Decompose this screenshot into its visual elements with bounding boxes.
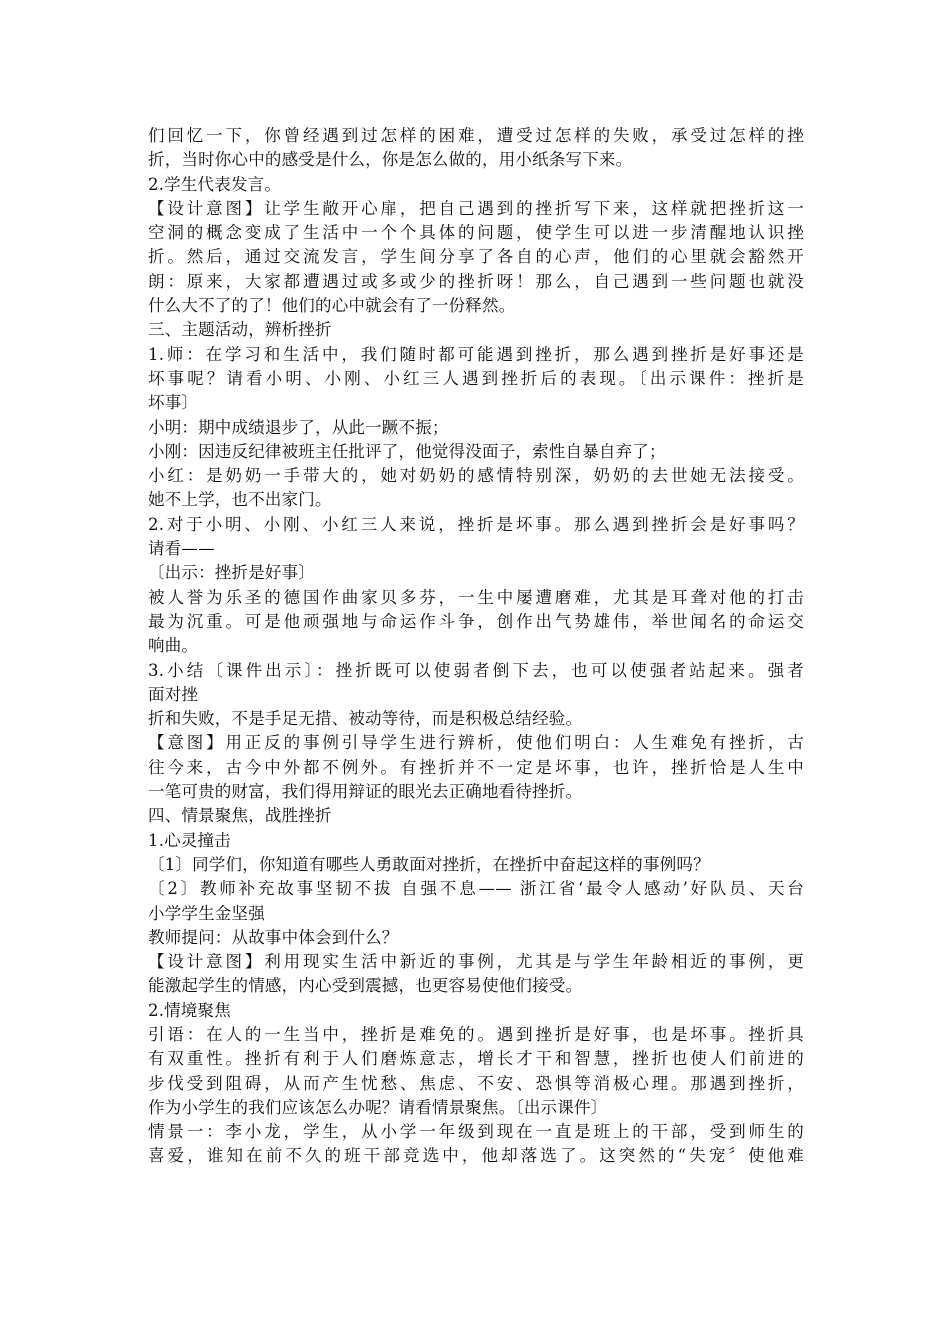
text-line: 小刚：因违反纪律被班主任批评了，他觉得没面子，索性自暴自弃了；	[148, 441, 666, 461]
text-line: 〔出示：挫折是好事〕	[148, 563, 315, 583]
text-line: 步伐受到阻碍，从而产生忧愁、焦虑、不安、恐惧等消极心理。那遇到挫折，	[148, 1073, 804, 1093]
text-line: 喜爱，谁知在前不久的班干部竞选中，他却落选了。这突然的“失宠〞使他难	[148, 1146, 804, 1166]
text-line: 朗：原来，大家都遭遇过或多或少的挫折呀！那么，自己遇到一些问题也就没	[148, 271, 804, 291]
text-line: 面对挫	[148, 684, 199, 704]
text-line: 坏事呢？请看小明、小刚、小红三人遇到挫折后的表现。〔出示课件：挫折是	[148, 368, 804, 388]
text-line: 情景一：李小龙，学生，从小学一年级到现在一直是班上的干部，受到师生的	[148, 1122, 804, 1142]
text-line: 小学学生金坚强	[148, 903, 265, 923]
text-line: 作为小学生的我们应该怎么办呢？请看情景聚焦。〔出示课件〕	[148, 1097, 608, 1117]
text-line: 们回忆一下，你曾经遇到过怎样的困难，遭受过怎样的失败，承受过怎样的挫	[148, 126, 804, 145]
text-line: 往今来，古今中外都不例外。有挫折并不一定是坏事，也许，挫折恰是人生中	[148, 757, 804, 777]
text-line: 2.学生代表发言。	[148, 174, 282, 194]
text-line: 2.情境聚焦	[148, 1000, 231, 1020]
text-line: 空洞的概念变成了生活中一个个具体的问题，使学生可以进一步清醒地认识挫	[148, 223, 804, 243]
text-line: 1.心灵撞击	[148, 830, 231, 850]
document-page	[148, 124, 804, 1169]
text-line: 请看——	[148, 539, 215, 559]
text-line: 1.师：在学习和生活中，我们随时都可能遇到挫折，那么遇到挫折是好事还是	[148, 344, 804, 364]
text-line: 什么大不了的了！他们的心中就会有了一份释然。	[148, 296, 516, 316]
text-line: 折，当时你心中的感受是什么，你是怎么做的，用小纸条写下来。	[148, 150, 633, 170]
text-line: 坏事〕	[148, 393, 199, 413]
text-line: 一笔可贵的财富，我们得用辩证的眼光去正确地看待挫折。	[148, 782, 583, 802]
text-line: 〔1〕同学们，你知道有哪些人勇敢面对挫折，在挫折中奋起这样的事例吗？	[148, 854, 710, 874]
text-line: 【设计意图】利用现实生活中新近的事例，尤其是与学生年龄相近的事例，更	[148, 952, 804, 972]
text-line: 【意图】用正反的事例引导学生进行辨析，使他们明白：人生难免有挫折，古	[148, 733, 804, 753]
text-line: 能激起学生的情感，内心受到震撼，也更容易使他们接受。	[148, 976, 583, 996]
text-line: 引语：在人的一生当中，挫折是难免的。遇到挫折是好事，也是坏事。挫折具	[148, 1024, 804, 1044]
text-line: 她不上学，也不出家门。	[148, 490, 332, 510]
text-line: 小红：是奶奶一手带大的，她对奶奶的感情特别深，奶奶的去世她无法接受。	[148, 466, 804, 486]
text-line: 【设计意图】让学生敞开心扉，把自己遇到的挫折写下来，这样就把挫折这一	[148, 198, 804, 218]
text-line: 小明：期中成绩退步了，从此一蹶不振；	[148, 417, 449, 437]
text-line: 最为沉重。可是他顽强地与命运作斗争，创作出气势雄伟，举世闻名的命运交	[148, 611, 804, 631]
text-line: 四、情景聚焦，战胜挫折	[148, 806, 332, 826]
text-line: 响曲。	[148, 636, 199, 656]
text-line: 教师提问：从故事中体会到什么？	[148, 927, 399, 947]
text-line: 〔2〕教师补充故事坚韧不拔 自强不息—— 浙江省‘最令人感动’好队员、天台	[148, 879, 804, 899]
text-line: 2.对于小明、小刚、小红三人来说，挫折是坏事。那么遇到挫折会是好事吗？	[148, 514, 804, 534]
text-line: 有双重性。挫折有利于人们磨炼意志，增长才干和智慧，挫折也使人们前进的	[148, 1049, 804, 1069]
text-line: 被人誉为乐圣的德国作曲家贝多芬，一生中屡遭磨难，尤其是耳聋对他的打击	[148, 587, 804, 607]
text-line: 折和失败，不是手足无措、被动等待，而是积极总结经验。	[148, 709, 583, 729]
text-line: 三、主题活动，辨析挫折	[148, 320, 332, 340]
text-line: 折。然后，通过交流发言，学生间分享了各自的心声，他们的心里就会豁然开	[148, 247, 804, 267]
text-line: 3.小结〔课件出示〕：挫折既可以使弱者倒下去，也可以使强者站起来。强者	[148, 660, 804, 680]
